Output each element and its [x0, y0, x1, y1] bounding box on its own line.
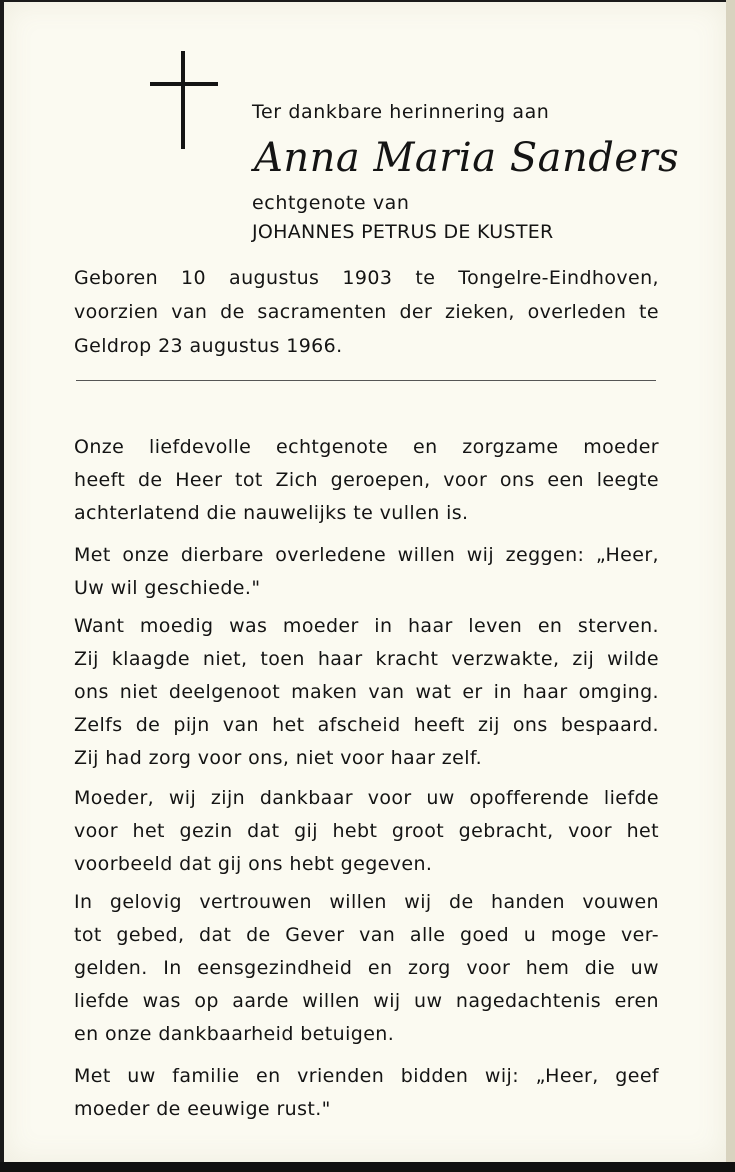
card-edge-right	[726, 0, 735, 1172]
spouse-label: echtgenote van	[252, 192, 410, 214]
text-line: Moeder, wij zijn dankbaar voor uw opofferende liefde	[74, 787, 659, 809]
birth-death-block	[74, 261, 659, 363]
spouse-name: JOHANNES PETRUS DE KUSTER	[252, 221, 554, 243]
text-line: Uw wil geschiede."	[74, 577, 261, 599]
divider	[76, 380, 656, 381]
text-line: Geldrop 23 augustus 1966.	[74, 335, 343, 357]
paragraph	[74, 886, 659, 1051]
text-line: voorzien van de sacramenten der zieken, overleden te	[74, 301, 659, 323]
paragraph	[74, 1060, 659, 1126]
text-line: Met uw familie en vrienden bidden wij: „Heer, geef	[74, 1065, 659, 1087]
card-edge-bottom	[0, 1162, 735, 1172]
text-line: voor het gezin dat gij hebt groot gebracht, voor het	[74, 820, 659, 842]
paragraph	[74, 431, 659, 530]
text-line: Onze liefdevolle echtgenote en zorgzame moeder	[74, 436, 659, 458]
text-line: Want moedig was moeder in haar leven en sterven.	[74, 615, 659, 637]
memorial-card	[4, 2, 726, 1162]
deceased-name: Anna Maria Sanders	[254, 135, 680, 181]
cross-icon	[181, 51, 185, 149]
text-line: en onze dankbaarheid betuigen.	[74, 1023, 395, 1045]
text-line: gelden. In eensgezindheid en zorg voor hem die uw	[74, 957, 659, 979]
text-line: Zij klaagde niet, toen haar kracht verzwakte, zij wilde	[74, 648, 659, 670]
paragraph	[74, 782, 659, 881]
text-line: Geboren 10 augustus 1903 te Tongelre-Eindhoven,	[74, 267, 659, 289]
text-line: voorbeeld dat gij ons hebt gegeven.	[74, 853, 433, 875]
text-line: Met onze dierbare overledene willen wij zeggen: „Heer,	[74, 544, 659, 566]
text-line: liefde was op aarde willen wij uw nagedachtenis eren	[74, 990, 659, 1012]
text-line: tot gebed, dat de Gever van alle goed u moge ver-	[74, 924, 659, 946]
text-line: Zij had zorg voor ons, niet voor haar zelf.	[74, 747, 483, 769]
text-line: heeft de Heer tot Zich geroepen, voor ons een leegte	[74, 469, 659, 491]
text-line: In gelovig vertrouwen willen wij de handen vouwen	[74, 891, 659, 913]
paragraph	[74, 539, 659, 605]
intro-text: Ter dankbare herinnering aan	[252, 101, 550, 123]
text-line: ons niet deelgenoot maken van wat er in haar omging.	[74, 681, 659, 703]
paragraph	[74, 610, 659, 775]
cross-icon-bar	[150, 82, 218, 86]
text-line: achterlatend die nauwelijks te vullen is.	[74, 502, 469, 524]
text-line: Zelfs de pijn van het afscheid heeft zij ons bespaard.	[74, 714, 659, 736]
text-line: moeder de eeuwige rust."	[74, 1098, 331, 1120]
